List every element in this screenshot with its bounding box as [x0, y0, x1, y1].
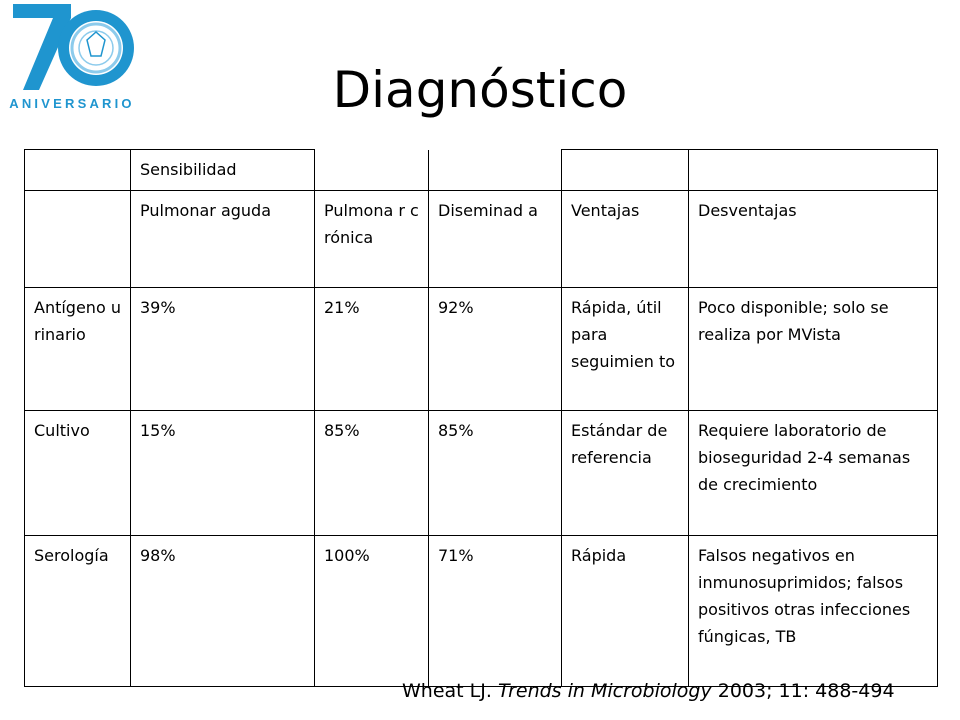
- table-cell: [689, 150, 938, 191]
- page-title: Diagnóstico: [332, 61, 628, 119]
- table-cell: 15%: [131, 411, 315, 536]
- table-header-row: [25, 191, 938, 288]
- table-cell: [562, 150, 689, 191]
- table-cell: Requiere laboratorio de bioseguridad 2-4 semanas de crecimiento: [689, 411, 938, 536]
- table-group-header-row: [25, 150, 938, 191]
- table-cell: Estándar de referencia: [562, 411, 689, 536]
- diagnosis-table: [24, 149, 938, 687]
- table-row: [25, 288, 938, 411]
- table-cell: 98%: [131, 536, 315, 687]
- logo-text: ANIVERSARIO: [9, 96, 135, 111]
- table-row: [25, 411, 938, 536]
- table-cell: 39%: [131, 288, 315, 411]
- table-cell: Poco disponible; solo se realiza por MVista: [689, 288, 938, 411]
- table-cell: 100%: [315, 536, 429, 687]
- citation-author: Wheat LJ.: [402, 680, 492, 702]
- table-header-cell: Desventajas: [689, 191, 938, 288]
- table-cell: Falsos negativos en inmunosuprimidos; falsos positivos otras infecciones fúngicas, TB: [689, 536, 938, 687]
- table-cell: 21%: [315, 288, 429, 411]
- table-cell: Antígeno urinario: [25, 288, 131, 411]
- table-header-cell: Pulmonar aguda: [131, 191, 315, 288]
- citation-journal: Trends in Microbiology: [497, 680, 712, 702]
- citation: [402, 678, 895, 704]
- table-cell: [315, 150, 429, 191]
- table-cell: 92%: [429, 288, 562, 411]
- table-cell: 71%: [429, 536, 562, 687]
- table-cell: Rápida: [562, 536, 689, 687]
- table-cell: Cultivo: [25, 411, 131, 536]
- table-header-cell: Ventajas: [562, 191, 689, 288]
- citation-details: 2003; 11: 488-494: [717, 680, 895, 702]
- table-cell: [429, 150, 562, 191]
- table-cell: 85%: [429, 411, 562, 536]
- table-row: [25, 536, 938, 687]
- table-header-cell: Diseminad a: [429, 191, 562, 288]
- table-cell: [25, 150, 131, 191]
- table-cell: Serología: [25, 536, 131, 687]
- table-header-cell: Pulmona r crónica: [315, 191, 429, 288]
- table-cell: 85%: [315, 411, 429, 536]
- table-cell: Sensibilidad: [131, 150, 315, 191]
- table-cell: Rápida, útil para seguimien to: [562, 288, 689, 411]
- table-header-cell: [25, 191, 131, 288]
